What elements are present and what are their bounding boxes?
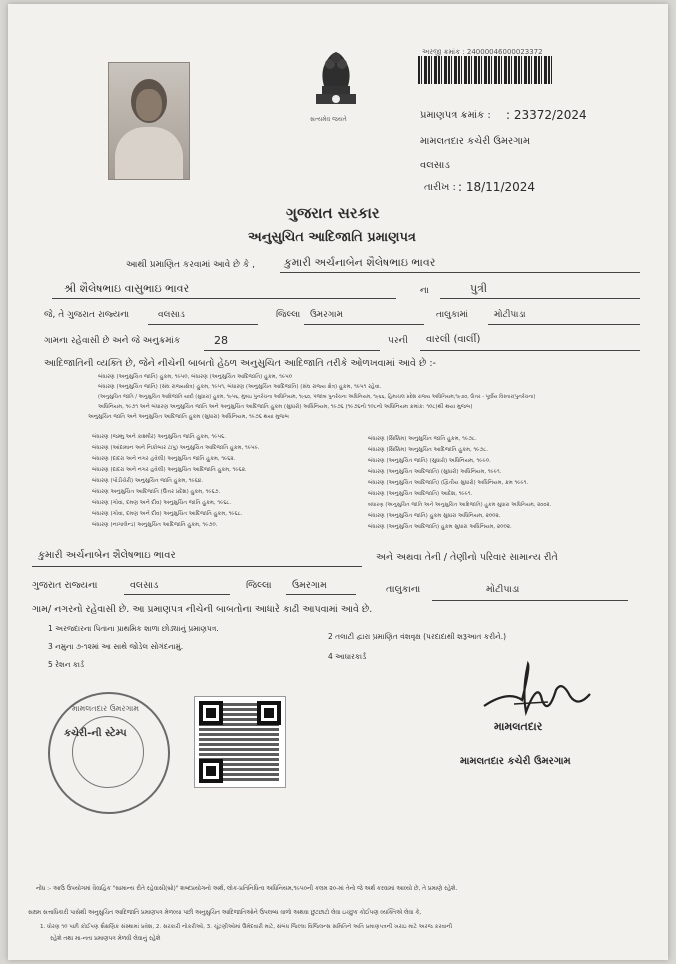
office-name: મામલતદાર કચેરી ઉમરગામ <box>420 136 531 147</box>
relation: પુત્રી <box>470 282 488 295</box>
fine-line: અનુસુચિત જાતિ અને અનુસુચિત આદિજાતિ હુકમ (સુધારા) અધિનિયમ, ૧૯૭૬ થયા મુજબ <box>88 414 289 420</box>
certificate-page <box>8 4 668 960</box>
father-name: શ્રી શૈલેષભાઇ વાસુભાઇ ભાવર <box>64 282 190 295</box>
state-district: વલસાડ <box>158 310 185 320</box>
residence-text: ગામ/ નગરનો રહેવાસી છે. આ પ્રમાણપત્ર નીચેની બાબતોના આધારે કાઢી આપવામાં આવે છે. <box>32 604 373 615</box>
district-label: જિલ્લા <box>276 310 301 320</box>
district-value: ઉમરગામ <box>310 310 343 320</box>
footer-line: સક્ષમ સત્તાધિકારી પાસેથી અનુસુચિત આદિજાતિ પ્રમાણપત્ર મેળવ્યા પછી અનુસુચિત આદિજાતિઓને ઉપલબ્ધ વાળો અથવા છુટછાટો લેવા ઇચ્છુક કોઈપણ વ્યક્તિએ લેવા કે, <box>28 910 422 916</box>
seal-text-mid: કચેરી-ની સ્ટેમ્પ <box>64 728 127 739</box>
district2-label: જિલ્લા <box>246 580 272 591</box>
applicant-name: કુમારી અર્ચનાબેન શૈલેષભાઇ ભાવર <box>284 256 436 269</box>
order-item: બંધારણ (અનુસુચિત આદિજાતિ) આદેશ, ૧૯૯૧. <box>368 491 473 497</box>
fine-line: (અનુસુચિત જાતિ / અનુસુચિત આદિજાતિ યાદી (સુધારા) હુકમ, ૧૯૫૬, મુંબઇ પુનર્રચના અધિનિયમ, ૧૯૬૦, પંજાબ પુનર્રચના અધિનિયમ, ૧૯૬૬, હિમાચલ પ્રદેશ રાજ્ય અધિનિયમ,૧૯૭૦, ઉત્તર - પૂર્વીય વિસ્તાર(પુનર્રચના) <box>98 394 536 400</box>
seal-text-top: મામલતદાર ઉમરગામ <box>72 704 139 713</box>
taluka2-label: તાલુકાના <box>386 584 421 595</box>
serial-number: 28 <box>214 334 228 347</box>
order-item: બંધારણ (નાગાલેન્ડ) અનુસુચિત આદિજાતિ હુકમ, ૧૯૭૦. <box>92 522 218 528</box>
order-item: બંધારણ અનુસુચિત આદિજાતિ (ઉત્તર પ્રદેશ) હુકમ, ૧૯૬૭. <box>92 489 221 495</box>
order-item: બંધારણ (અનુસુચિત જાતિ) હુકમ સુધારા અધિનિયમ, ૨૦૦૨. <box>368 513 501 519</box>
application-serial: અરજી ક્રમાંક : 24000046000023372 <box>422 48 543 56</box>
tribe-name: વારલી (વાર્લી) <box>426 334 481 345</box>
village-label: ગામના રહેવાસી છે અને જે અનુક્રમાંક <box>44 336 181 346</box>
order-item: બંધારણ (આંદામાન અને નિકોબાર ટાપુ) અનુસુચિત આદિજાતિ હુકમ, ૧૯૫૯. <box>92 445 260 451</box>
applicant-name-repeat: કુમારી અર્ચનાબેન શૈલેષભાઇ ભાવર <box>38 550 176 561</box>
order-item: બંધારણ (પોંડીચેરી) અનુસુચિત જાતિ હુકમ, ૧૯૬૪. <box>92 478 204 484</box>
issue-date: : 18/11/2024 <box>458 180 536 194</box>
certificate-title: અનુસુચિત આદિજાતિ પ્રમાણપત્ર <box>248 230 416 245</box>
order-item: બંધારણ (અનુસુચિત જાતિ અને અનુસુચિત આદિજાતિ) હુકમ સુધારા અધિનિયમ, ૨૦૦૨. <box>368 502 552 508</box>
certify-label: આથી પ્રમાણિત કરવામાં આવે છે કે , <box>126 260 255 270</box>
order-item: બંધારણ (અનુસુચિત આદિજાતિ) (દ્વિતીય સુધારો) અધિનિયમ, ક્રમ ૧૯૯૧. <box>368 480 529 486</box>
date-label: તારીખ : <box>424 182 456 193</box>
fine-line: બંધારણ (અનુસુચિત જાતિ) (સંઘ રાજ્યક્ષેત્ર) હુકમ, ૧૯૫૧, બંધારણ (અનુસુચિત આદિજાતિ) (સંઘ રાજ્ય ક્ષેત્ર) હુકમ, ૧૯૫૧ રહેવા. <box>98 384 382 390</box>
applicant-photo <box>108 62 190 180</box>
taluka2-value: મોટીપાડા <box>486 584 520 595</box>
signatory-office: મામલતદાર કચેરી ઉમરગામ <box>460 756 571 767</box>
parni-label: પરની <box>388 336 408 346</box>
document-item: 5 રેશન કાર્ડ <box>48 660 85 669</box>
order-item: બંધારણ (અનુસુચિત આદિજાતિ) (સુધારો) અધિનિયમ, ૧૯૯૧. <box>368 469 502 475</box>
district-name: વલસાડ <box>420 160 450 171</box>
document-item: 2 તલાટી દ્વારા પ્રમાણિત વંશવૃક્ષ (પરદાદાથી શરૂઆત કરીને.) <box>328 632 507 641</box>
order-item: બંધારણ (ગોવા, દમણ અને દીવ) અનુસુચિત જાતિ હુકમ, ૧૯૬૮. <box>92 500 232 506</box>
intro-text: આદિજાતિની વ્યક્તિ છે, જેને નીચેની બાબતો હેઠળ અનુસુચિત આદિજાતિ તરીકે ઓળખવામાં આવે છે :- <box>44 358 436 369</box>
signatory-title: મામલતદાર <box>494 720 543 733</box>
taluka-label: તાલુકામાં <box>436 310 469 320</box>
office-seal <box>48 692 170 814</box>
document-item: 1 અરજદારના પિતાના પ્રાથમિક શાળા છોડ્યાનું પ્રમાણપત્ર. <box>48 624 219 633</box>
cert-no: : 23372/2024 <box>506 108 587 122</box>
order-item: બંધારણ (દાદરા અને નગર હવેલી) અનુસુચિત આદિજાતિ હુકમ, ૧૯૬૨. <box>92 467 247 473</box>
na-label: ના <box>420 286 429 296</box>
fine-line: અધિનિયમ, ૧૯૭૧ અને બંધારણ અનુસુચિત જાતિ અને અનુસુચિત આદિજાતિ હુકમ (સુધારો) અધિનિયમ, ૧૯૭૬ (૧૯૭૬નો ૧૦૮નો અધિનિયમ ક્રમાંક: ૧૦૮)થી થયા મુજબ) <box>98 404 473 410</box>
fine-line: બંધારણ (અનુસુચિત જાતિ) હુકમ, ૧૯૫૦, બંધારણ (અનુસુચિત આદિજાતિ) હુકમ, ૧૯૫૦ <box>98 374 293 380</box>
state2-label: ગુજરાત રાજ્યના <box>32 580 98 591</box>
order-item: બંધારણ (સિક્કિમ) અનુસુચિત જાતિ હુકમ, ૧૯૭૮. <box>368 436 477 442</box>
family-text: અને અથવા તેની / તેણીનો પરિવાર સામાન્ય રીતે <box>376 552 558 563</box>
document-item: 3 નમુના ૭-૧૨માં આ સાથે જોડેલ સોગંદનામું. <box>48 642 184 651</box>
order-item: બંધારણ (અનુસુચિત આદિજાતિ) હુકમ સુધારા અધિનિયમ, ૨૦૦૨. <box>368 524 512 530</box>
cert-no-label: પ્રમાણપત્ર ક્રમાંક : <box>420 110 491 121</box>
footer-note: નોંધ :- આઉ ઉપયોગમાં વૈવાહિક "સામાન્ય રીતે રહેવાસી(બ્રો)" શબ્દપ્રયોગનો અર્થ, લોક-પ્રતિનિધિત્વ અધિનિયમ,૧૯૫૦ની કલમ ૨૦-માં તેનો જે અર્થ કરવામાં આવ્યો છે, તે પ્રમાણે રહેશે. <box>36 886 458 892</box>
verification-qr-code <box>194 696 286 788</box>
order-item: બંધારણ (જમ્મુ અને કાશ્મીર) અનુસુચિત જાતિ હુકમ, ૧૯૫૬. <box>92 434 226 440</box>
order-item: બંધારણ (સિક્કિમ) અનુસુચિત આદિજાતિ હુકમ, ૧૯૭૮. <box>368 447 489 453</box>
state-label: જે, તે ગુજરાત રાજ્યના <box>44 310 130 320</box>
document-item: 4 આધારકાર્ડ <box>328 652 367 661</box>
order-item: બંધારણ (ગોવા, દમણ અને દીવ) અનુસુચિત આદિજાતિ હુકમ, ૧૯૬૮. <box>92 511 243 517</box>
footer-line: રહેશે તથા મા-નતા પ્રમાણપત્ર મેળવી લેવાનું રહેશે <box>50 936 161 942</box>
order-item: બંધારણ (દાદરા અને નગર હવેલી) અનુસુચિત જાતિ હુકમ, ૧૯૬૨. <box>92 456 236 462</box>
signature <box>478 660 598 724</box>
order-item: બંધારણ (અનુસુચિત જાતિ) (સુધારો) અધિનિયમ, ૧૯૯૦. <box>368 458 491 464</box>
district2-value: ઉમરગામ <box>292 580 327 591</box>
footer-line: 1. ધોરણ ૧૦ પછી કોઈપણ શૈક્ષણિક સંસ્થામાં પ્રવેશ, 2. સરકારી નોકરીઓ, 3. ચૂંટણીઓમાં ઉમેદવારી માટે, સંબંધ જિલ્લા વિજિલન્સ સમિતિને અતિ પ્રમાણપત્રની ખરાઇ માટે અરજ કરવાની <box>40 924 453 930</box>
govt-title: ગુજરાત સરકાર <box>286 204 380 222</box>
barcode <box>418 56 554 84</box>
state2-value: વલસાડ <box>130 580 159 591</box>
national-emblem-icon <box>306 42 366 122</box>
emblem-motto: સત્યમેવ જયતે <box>310 116 347 123</box>
taluka-value: મોટીપાડા <box>494 310 526 320</box>
